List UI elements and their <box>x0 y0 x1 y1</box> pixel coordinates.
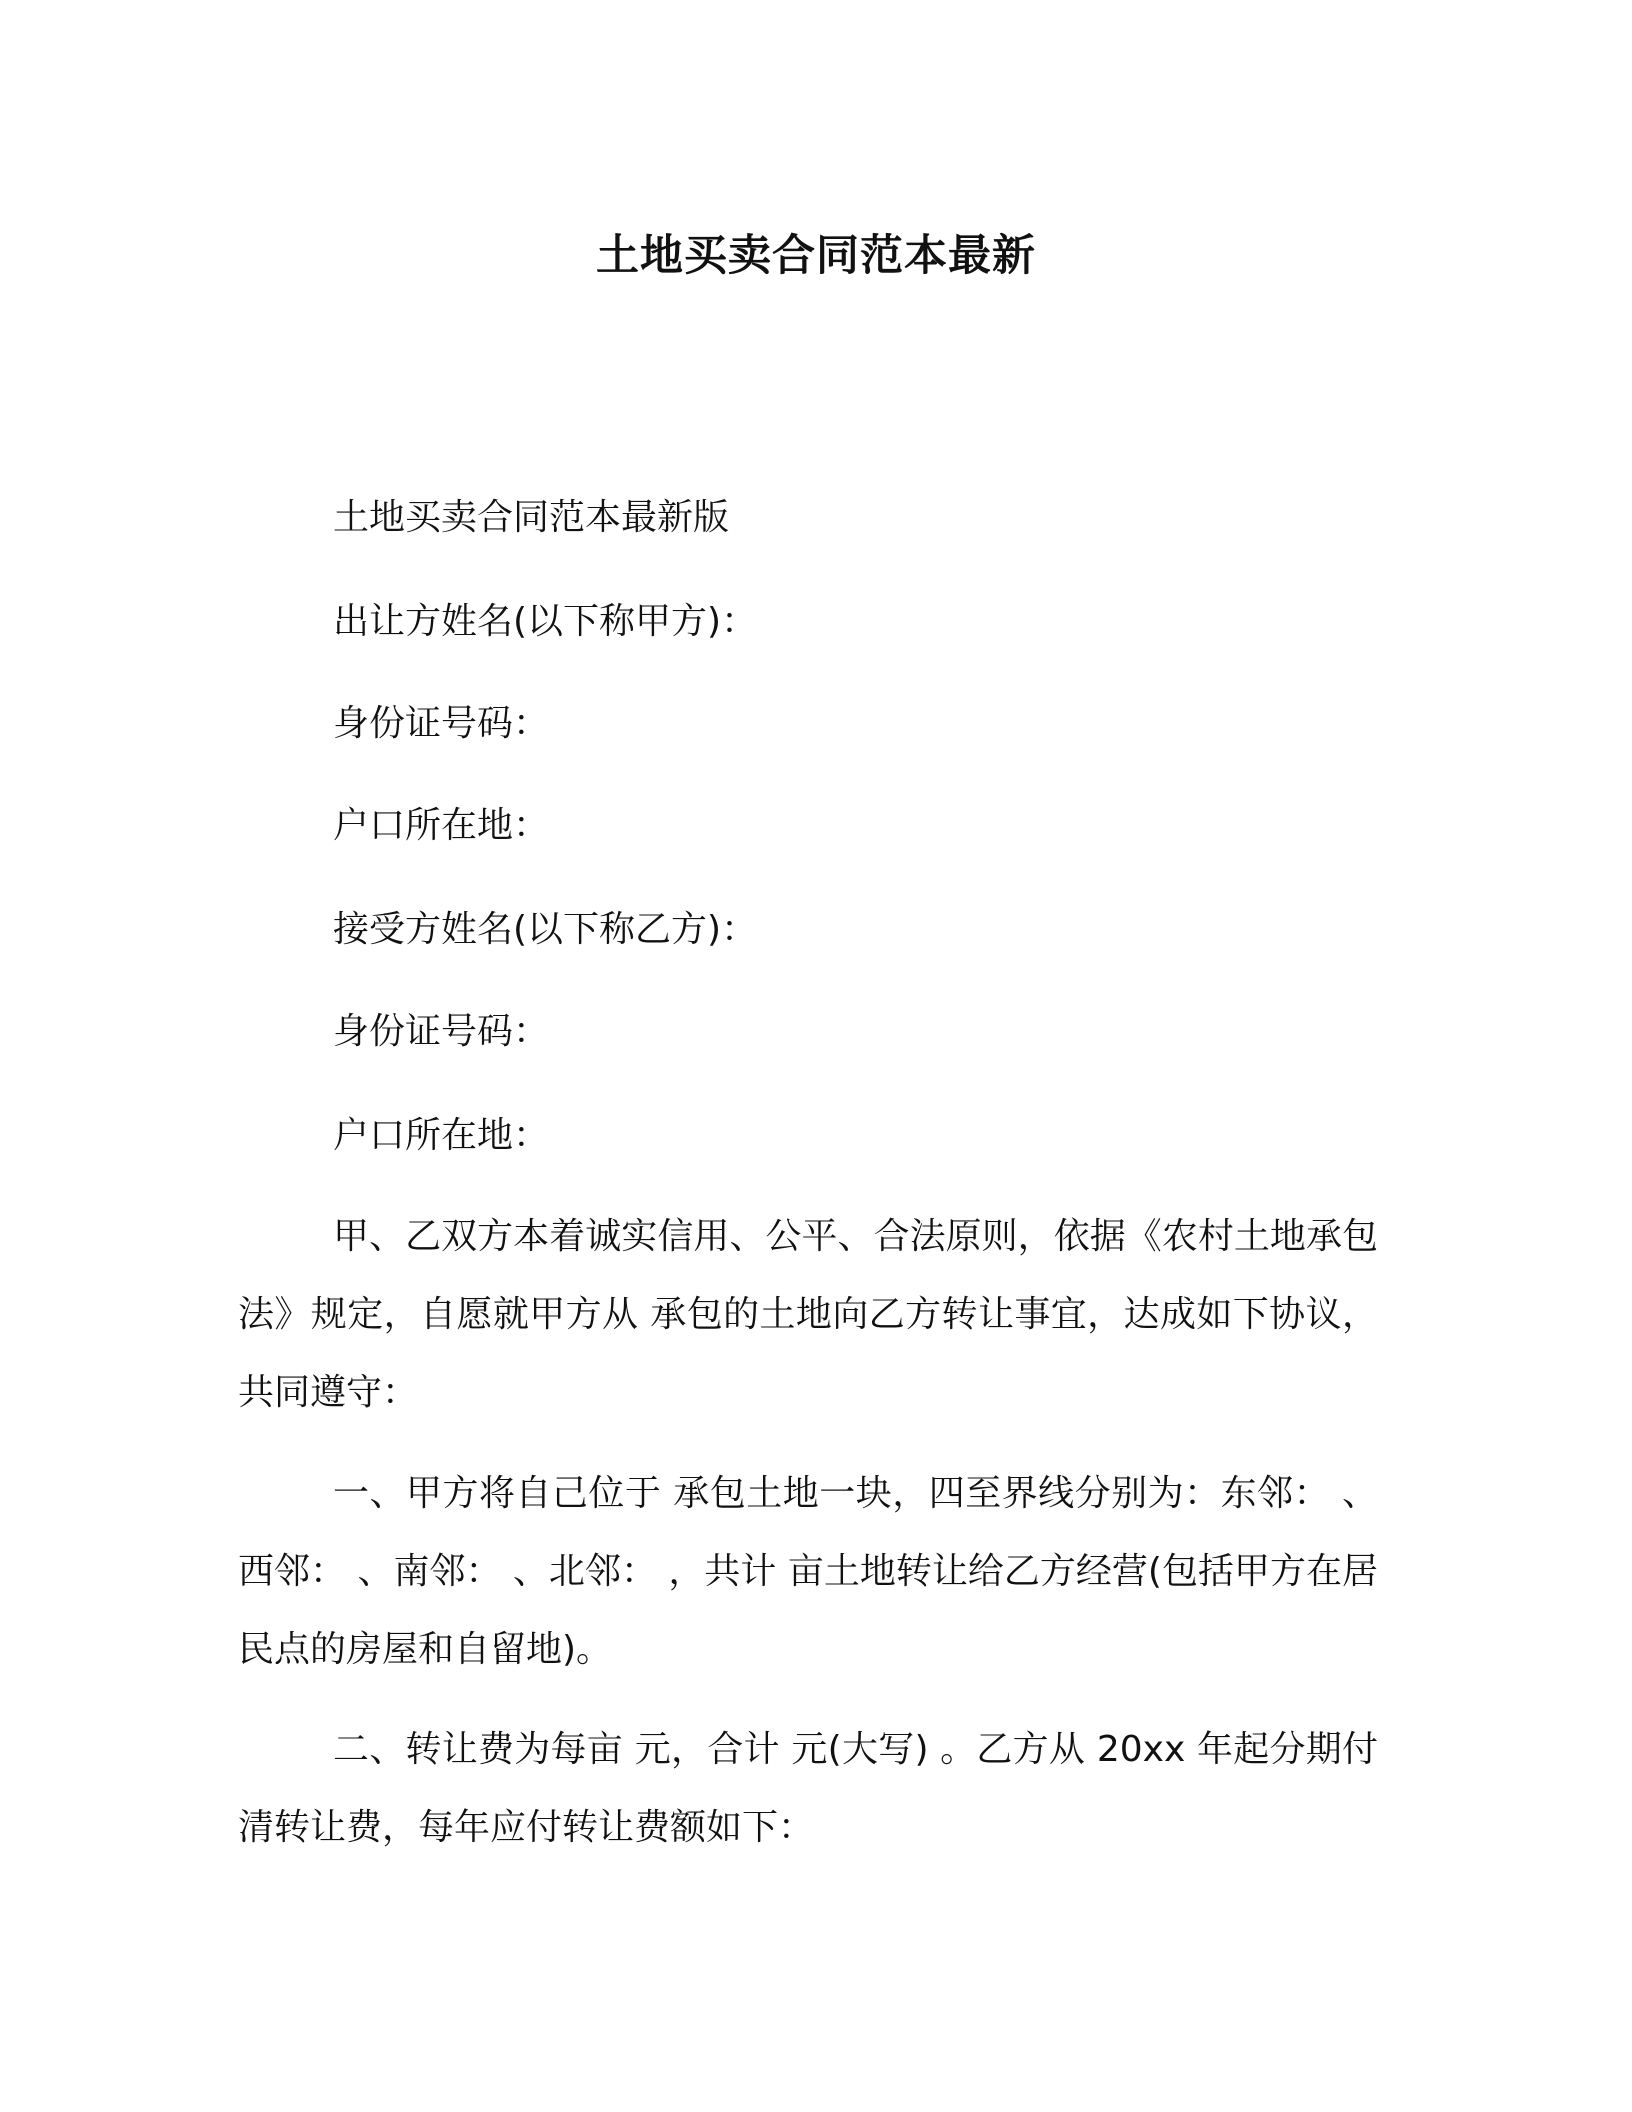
transferor-name-field: 出让方姓名(以下称甲方)： <box>333 601 758 642</box>
transferee-id-field: 身份证号码： <box>333 1011 550 1052</box>
clause-2-paragraph: 二、转让费为每亩 元，合计 元(大写) 。乙方从 20xx 年起分期付清转让费，每年应付转让费额如下： <box>238 1729 1378 1848</box>
document-subtitle: 土地买卖合同范本最新版 <box>333 497 730 538</box>
transferee-name-field: 接受方姓名(以下称乙方)： <box>333 909 758 950</box>
transferor-id-field: 身份证号码： <box>333 703 550 744</box>
transferor-residence-field: 户口所在地： <box>333 805 550 846</box>
document-title: 土地买卖合同范本最新 <box>596 231 1036 281</box>
preamble-paragraph: 甲、乙双方本着诚实信用、公平、合法原则，依据《农村土地承包法》规定，自愿就甲方从 承包的土地向乙方转让事宜，达成如下协议，共同遵守： <box>238 1216 1378 1413</box>
transferee-residence-field: 户口所在地： <box>333 1115 550 1156</box>
clause-1-paragraph: 一、甲方将自己位于 承包土地一块，四至界线分别为：东邻： 、西邻： 、南邻： 、北邻： ，共计 亩土地转让给乙方经营(包括甲方在居民点的房屋和自留地)。 <box>238 1473 1378 1670</box>
